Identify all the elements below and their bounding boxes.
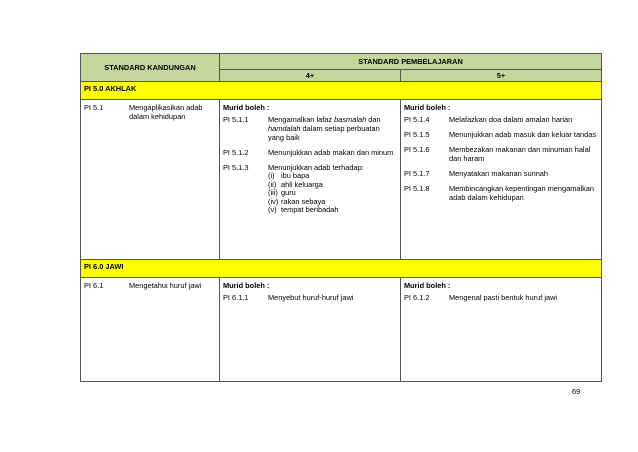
sp-text: Membezakan makanan dan minuman halal dan haram [449,145,591,163]
standard-pembelajaran-header: STANDARD PEMBELAJARAN [220,54,602,70]
sp-code: PI 5.1.4 [404,115,430,124]
sk-cell-6-1 [81,278,220,382]
section-title-akhlak: PI 5.0 AKHLAK [81,82,602,100]
sp-item [223,293,396,302]
sp-code: PI 5.1.8 [404,184,430,193]
sp-cell-level-5 [401,278,602,382]
level-4-header: 4+ [220,70,401,82]
sp-item [223,115,396,142]
sp-cell-level-4 [220,100,401,260]
sk-code: PI 5.1 [84,103,104,112]
sp-text: Mengenal pasti bentuk huruf jawi [449,293,558,302]
section-title-jawi: PI 6.0 JAWI [81,260,602,278]
sp-code: PI 5.1.6 [404,145,430,154]
page-number: 69 [572,387,581,396]
sp-item [223,163,396,215]
curriculum-table [80,53,602,382]
sp-code: PI 5.1.2 [223,148,249,157]
list-item: (v) tempat beribadah [268,205,339,214]
level-5-header: 5+ [401,70,602,82]
sk-cell-5-1 [81,100,220,260]
list-item: (ii) ahli keluarga [268,179,323,189]
sp-text: Membincangkan kepentingan mengamalkan adab dalam kehidupan [449,184,595,202]
list-item: (i) ibu bapa [268,171,310,180]
sp-item [404,184,597,202]
sp-cell-level-5 [401,100,602,260]
sp-item [404,293,597,302]
murid-boleh-label: Murid boleh : [404,103,451,112]
sp-text: Mengamalkan lafaz basmalah dan hamdalah dalam setiap perbuatan yang baik [268,115,381,142]
sp-code: PI 5.1.1 [223,115,249,124]
sk-code: PI 6.1 [84,281,104,290]
sp-code: PI 5.1.5 [404,130,430,139]
sp-text: Menunjukkan adab makan dan minum [268,148,394,157]
sp-text: Melafazkan doa dalam amalan harian [449,115,573,124]
sp-text: Menyatakan makanan sunnah [449,169,549,178]
sp-code: PI 5.1.7 [404,169,430,178]
sp-item [404,169,597,178]
sp-item [223,148,396,157]
sk-text: Mengaplikasikan adab dalam kehidupan [129,103,203,121]
murid-boleh-label: Murid boleh : [223,281,270,290]
adab-sublist [268,172,396,215]
sp-code: PI 6.1.2 [404,293,430,302]
sp-item [404,145,597,163]
sp-cell-level-4 [220,278,401,382]
murid-boleh-label: Murid boleh : [223,103,270,112]
standard-kandungan-header: STANDARD KANDUNGAN [81,54,220,82]
sp-text: Menunjukkan adab masuk dan keluar tandas [449,130,597,139]
list-item: (iv) rakan sebaya [268,196,326,206]
sp-text: Menunjukkan adab terhadap: [268,163,364,172]
sp-code: PI 5.1.3 [223,163,249,172]
list-item: (iii) guru [268,188,296,197]
sk-text: Mengetahui huruf jawi [129,281,202,290]
sp-item [404,115,597,124]
murid-boleh-label: Murid boleh : [404,281,451,290]
sp-code: PI 6.1.1 [223,293,249,302]
sp-item [404,130,597,139]
sp-text: Menyebut huruf-huruf jawi [268,293,354,302]
